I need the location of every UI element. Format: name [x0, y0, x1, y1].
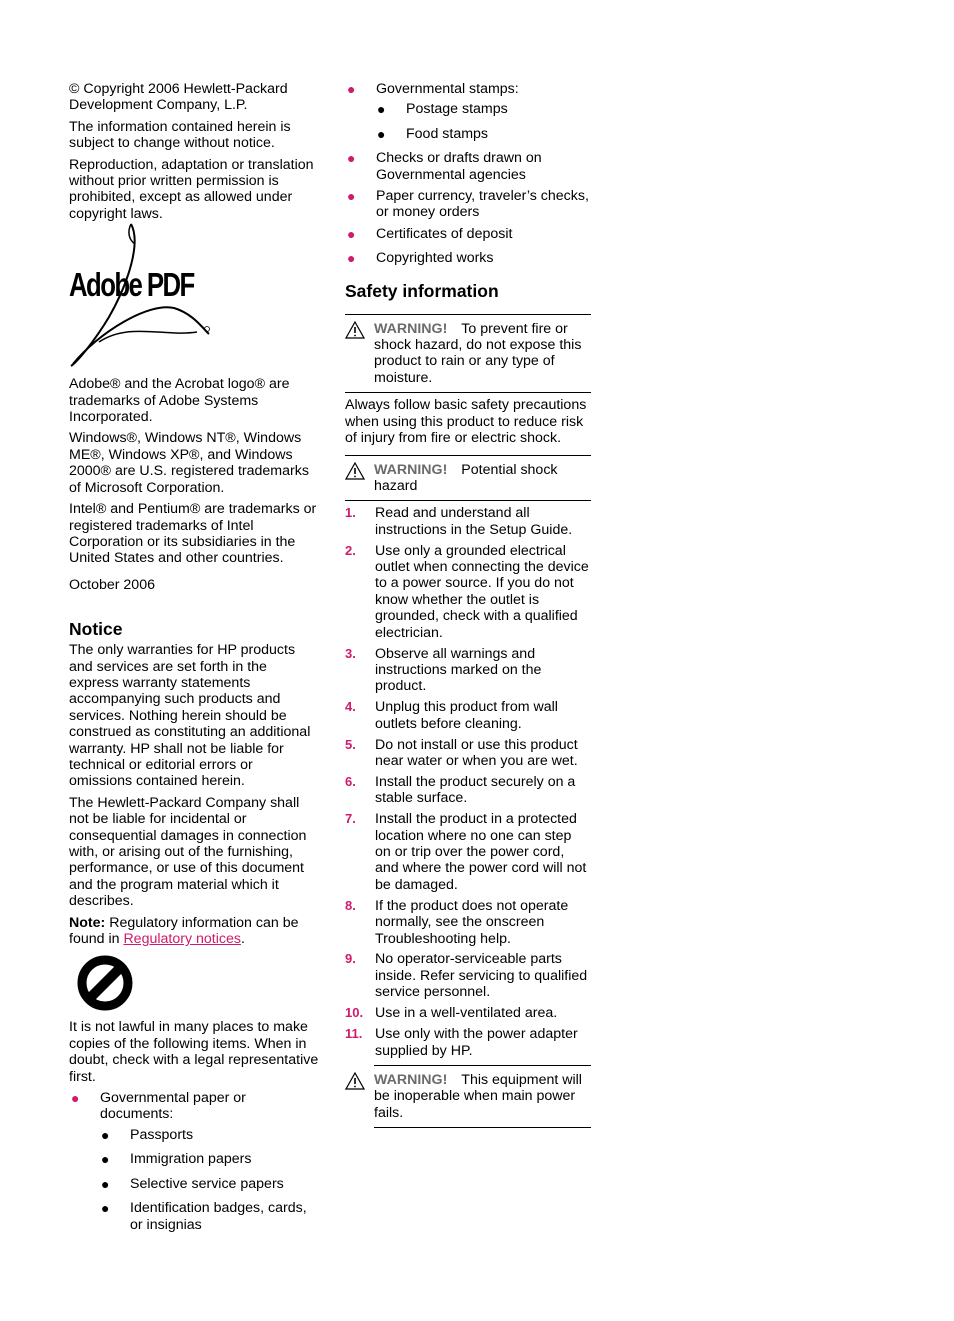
- bullet-icon: ●: [347, 225, 356, 242]
- publication-date: October 2006: [69, 576, 155, 593]
- bullet-icon: ●: [101, 1151, 110, 1168]
- bullet-icon: ●: [71, 1090, 80, 1107]
- list-item: ● Copyrighted works: [347, 250, 494, 267]
- bullet-icon: ●: [347, 188, 356, 205]
- copyright-text: © Copyright 2006 Hewlett-Packard Development Company, L.P.: [69, 81, 288, 114]
- warning-text: Potential shock hazard: [374, 461, 558, 494]
- regulatory-note: [69, 915, 319, 948]
- notice-paragraph-1: The only warranties for HP products and services are set forth in the express warranty statements accompanying such products and services. Nothing herein should be construed as constituting an additional warranty. HP shall not be liable for technical or editorial errors or omissions contained herein.: [69, 642, 311, 790]
- left-column: [69, 81, 319, 1241]
- prohibited-icon: [77, 955, 133, 1011]
- list-item: 11. Use only with the power adapter supplied by HP.: [345, 1026, 578, 1059]
- lawful-text: It is not lawful in many places to make copies of the following items. When in doubt, check with a legal representative first.: [69, 1019, 319, 1085]
- list-item: [69, 1090, 319, 1233]
- list-item: 6. Install the product securely on a stable surface.: [345, 773, 576, 807]
- prohibited-items-list: [69, 1090, 319, 1233]
- safety-steps-list: [345, 505, 591, 1059]
- notice-heading: Notice: [69, 619, 123, 640]
- list-item-label: Governmental paper or documents:: [100, 1090, 246, 1123]
- sub-list-item: ● Postage stamps: [377, 101, 508, 118]
- list-item: ● Certificates of deposit: [347, 225, 513, 242]
- list-item: 7. Install the product in a protected location where no one can step on or trip over the power cord, and where the power cord will not be damaged.: [345, 811, 587, 893]
- sub-list-item: ● Identification badges, cards, or insignias: [101, 1200, 307, 1233]
- notice-paragraph-2: The Hewlett-Packard Company shall not be liable for incidental or consequential damages in connection with, or arising out of the furnishing, performance, or use of this document and the program material which it describes.: [69, 794, 307, 910]
- warning-box-shock: [345, 455, 591, 502]
- list-item: 8. If the product does not operate normally, see the onscreen Troubleshooting help.: [345, 897, 569, 947]
- sub-list-item: ● Selective service papers: [101, 1175, 284, 1192]
- bullet-icon: ●: [347, 150, 356, 167]
- warning-label: WARNING!: [374, 461, 448, 478]
- list-item: 9. No operator-serviceable parts inside. Refer servicing to qualified service personnel.: [345, 951, 588, 1001]
- intel-trademark-text: Intel® and Pentium® are trademarks or registered trademarks of Intel Corporation or its subsidiaries in the United States and other countries.: [69, 501, 317, 567]
- sub-list-item: ● Passports: [101, 1126, 194, 1143]
- adobe-pdf-logo: [69, 222, 214, 370]
- sub-list-item: ● Immigration papers: [101, 1151, 252, 1168]
- warning-text: To prevent fire or shock hazard, do not expose this product to rain or any type of moisture.: [374, 320, 582, 386]
- info-change-text: The information contained herein is subject to change without notice.: [69, 118, 291, 152]
- bullet-icon: ●: [347, 81, 356, 97]
- note-text: Regulatory information can be found in: [69, 914, 299, 948]
- note-end: .: [240, 931, 245, 948]
- adobe-trademark-text: Adobe® and the Acrobat logo® are trademarks of Adobe Systems Incorporated.: [69, 376, 290, 426]
- list-item: 3. Observe all warnings and instructions marked on the product.: [345, 645, 542, 695]
- list-item: ● Paper currency, traveler’s checks, or money orders: [347, 188, 589, 221]
- warning-triangle-icon: [345, 321, 365, 339]
- bullet-icon: ●: [377, 101, 386, 118]
- right-column: [345, 81, 591, 1128]
- warning-triangle-icon: [345, 462, 365, 480]
- warning-label: WARNING!: [374, 320, 448, 337]
- adobe-pdf-wordmark: Adobe PDF: [69, 266, 194, 304]
- warning-triangle-icon: [345, 1072, 365, 1090]
- note-label: Note:: [69, 914, 106, 931]
- reproduction-text: Reproduction, adaptation or translation without prior written permission is prohibited, except as allowed under copyright laws.: [69, 156, 314, 222]
- bullet-icon: ●: [347, 250, 356, 267]
- list-item-label: Governmental stamps:: [376, 81, 519, 97]
- list-item: 5. Do not install or use this product near water or when you are wet.: [345, 736, 578, 769]
- safety-heading: Safety information: [345, 280, 499, 301]
- list-item: [345, 81, 591, 142]
- list-item: 2. Use only a grounded electrical outlet when connecting the device to a power source. If you do not know whether the outlet is grounded, check with a qualified electrician.: [345, 542, 589, 641]
- bullet-icon: ●: [101, 1126, 110, 1143]
- warning-label: WARNING!: [374, 1071, 448, 1088]
- bullet-icon: ●: [101, 1175, 110, 1192]
- sub-list: [100, 1127, 319, 1233]
- bullet-icon: ●: [101, 1200, 110, 1217]
- safety-intro-text: Always follow basic safety precautions when using this product to reduce risk of injury from fire or electric shock.: [345, 397, 587, 447]
- warning-box-moisture: [345, 314, 591, 394]
- list-item: 1. Read and understand all instructions in the Setup Guide.: [345, 505, 573, 538]
- sub-list-item: ● Food stamps: [377, 125, 489, 142]
- warning-text: This equipment will be inoperable when main power fails.: [374, 1071, 582, 1121]
- sub-list: [376, 101, 591, 142]
- windows-trademark-text: Windows®, Windows NT®, Windows ME®, Windows XP®, and Windows 2000® are U.S. registered trademarks of Microsoft Corporation.: [69, 430, 309, 496]
- bullet-icon: ●: [377, 125, 386, 142]
- list-item: 4. Unplug this product from wall outlets before cleaning.: [345, 699, 558, 732]
- regulatory-notices-link[interactable]: Regulatory notices: [123, 931, 241, 948]
- list-item: 10. Use in a well-ventilated area.: [345, 1005, 558, 1022]
- warning-box-power: [374, 1065, 591, 1128]
- prohibited-items-list-continued: [345, 81, 591, 267]
- list-item: ● Checks or drafts drawn on Governmental agencies: [347, 150, 542, 183]
